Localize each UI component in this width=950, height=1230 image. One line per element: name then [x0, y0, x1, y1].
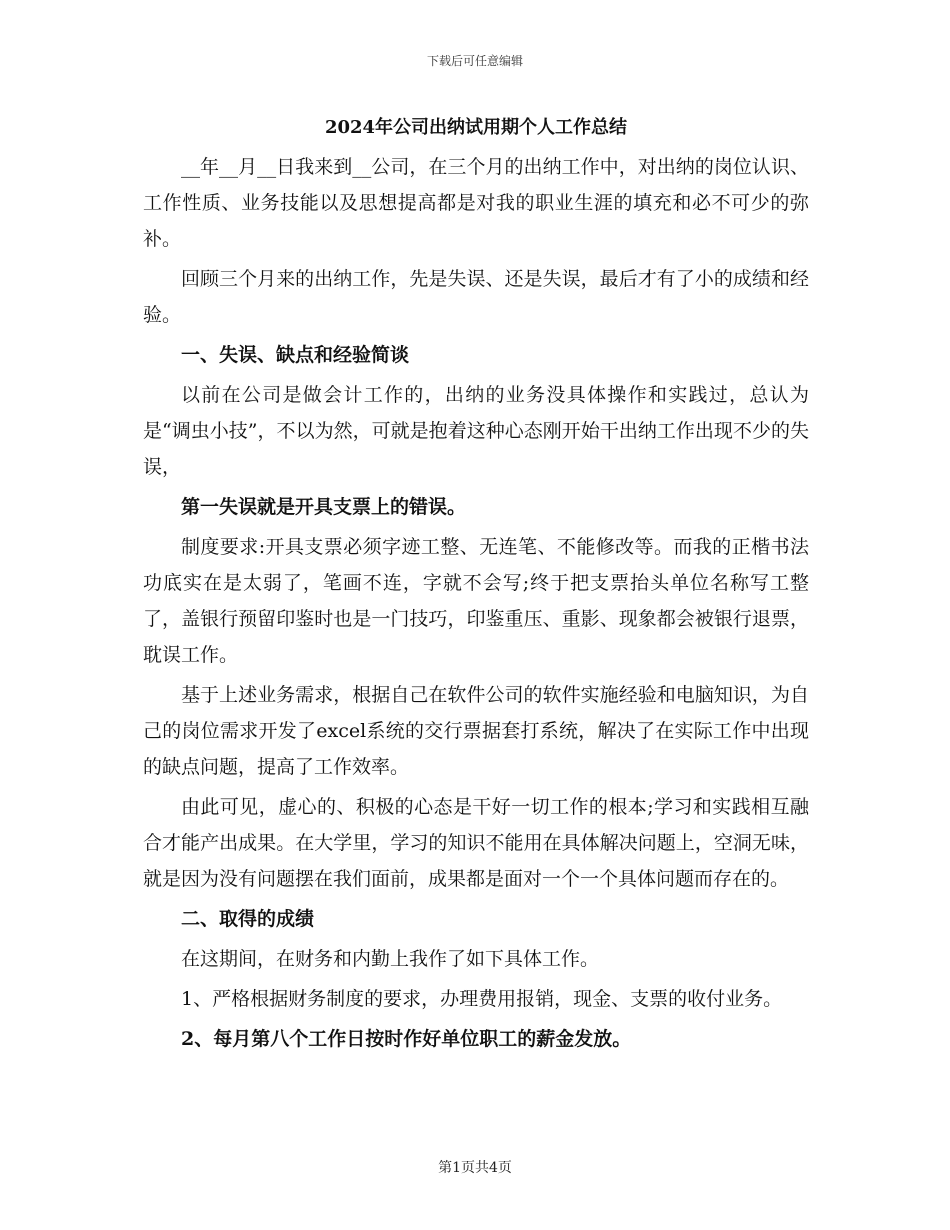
section-heading: 2、每月第八个工作日按时作好单位职工的薪金发放。 [181, 1028, 632, 1050]
body-paragraph: 制度要求:开具支票必须字迹工整、无连笔、不能修改等。而我的正楷书法功底实在是太弱了，笔画不连，字就不会写;终于把支票抬头单位名称写工整了，盖银行预留印鉴时也是一门技巧，印鉴重压、重影、现象都会被银行退票，耽误工作。 [143, 536, 809, 666]
body-paragraph: 1、严格根据财务制度的要求，办理费用报销，现金、支票的收付业务。 [181, 988, 783, 1010]
page-number: 第1页共4页 [438, 1160, 512, 1176]
section-heading: 第一失误就是开具支票上的错误。 [181, 496, 467, 518]
body-paragraph: __年__月__日我来到__公司，在三个月的出纳工作中，对出纳的岗位认识、工作性质、业务技能以及思想提高都是对我的职业生涯的填充和必不可少的弥补。 [143, 156, 809, 250]
body-paragraph: 回顾三个月来的出纳工作，先是失误、还是失误，最后才有了小的成绩和经验。 [143, 268, 809, 326]
section-heading: 一、失误、缺点和经验简谈 [181, 344, 410, 366]
body-paragraph: 由此可见，虚心的、积极的心态是干好一切工作的根本;学习和实践相互融合才能产出成果。在大学里，学习的知识不能用在具体解决问题上，空洞无味，就是因为没有问题摆在我们面前，成果都是面对一个一个具体问题而存在的。 [143, 796, 809, 890]
body-paragraph: 以前在公司是做会计工作的，出纳的业务没具体操作和实践过，总认为是“调虫小技”，不以为然，可就是抱着这种心态刚开始干出纳工作出现不少的失误， [143, 384, 809, 478]
page-header-note: 下载后可任意编辑 [426, 54, 523, 68]
body-paragraph: 基于上述业务需求，根据自己在软件公司的软件实施经验和电脑知识，为自己的岗位需求开发了excel系统的交行票据套打系统，解决了在实际工作中出现的缺点问题，提高了工作效率。 [143, 684, 809, 778]
document-title: 2024年公司出纳试用期个人工作总结 [324, 117, 628, 138]
section-heading: 二、取得的成绩 [181, 908, 315, 930]
paragraph-list [143, 149, 809, 1057]
document-body [143, 113, 809, 1061]
body-paragraph: 在这期间，在财务和内勤上我作了如下具体工作。 [181, 948, 600, 970]
